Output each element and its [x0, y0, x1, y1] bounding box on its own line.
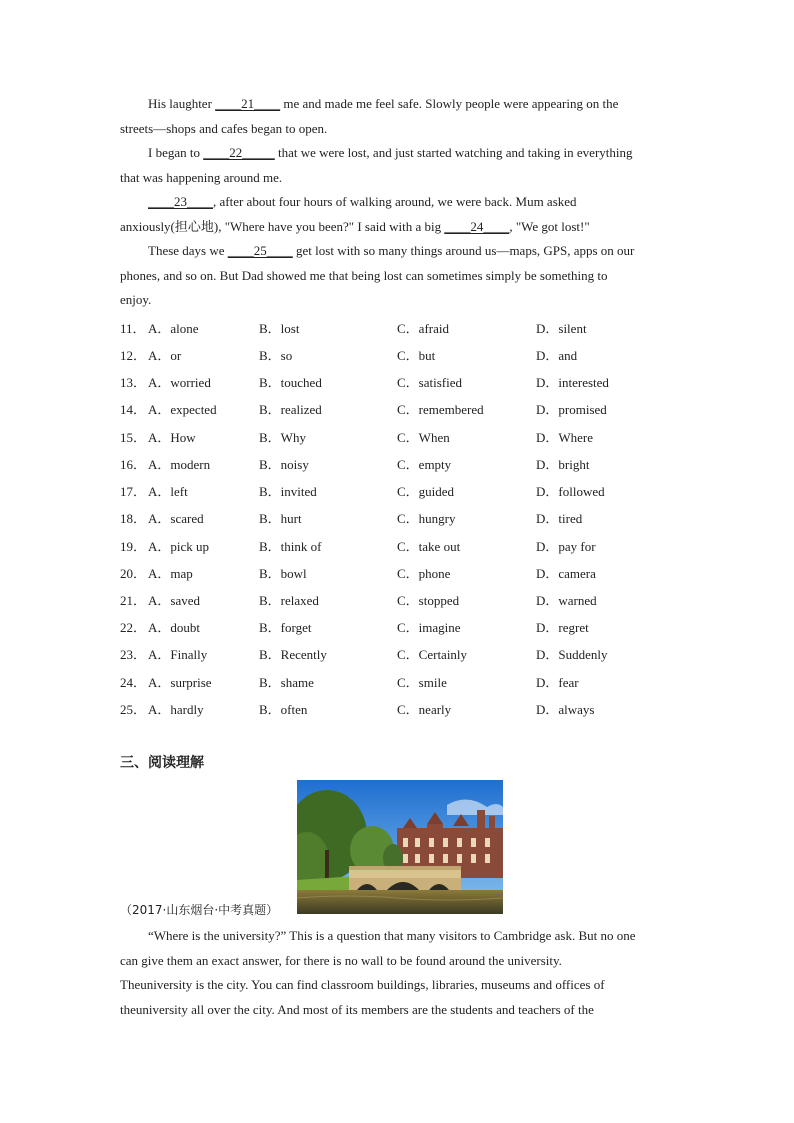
option-d: D．tired: [536, 511, 583, 526]
question-number: 18．: [120, 511, 147, 526]
option-b: B．relaxed: [259, 593, 319, 608]
source-note: （2017·山东烟台·中考真题）: [120, 903, 279, 917]
blank-24: ____24____: [444, 218, 510, 234]
option-c: C．When: [397, 430, 450, 445]
option-b: B．touched: [259, 375, 322, 390]
option-a: A．map: [148, 566, 193, 581]
option-d: D．always: [536, 702, 595, 717]
option-b: B．noisy: [259, 457, 309, 472]
passage-line: enjoy.: [120, 292, 152, 307]
option-a: A．hardly: [148, 702, 204, 717]
option-d: D．camera: [536, 566, 596, 581]
option-b: B．realized: [259, 402, 322, 417]
passage-line: I began to ____22_____ that we were lost, and just started watching and taking in everything: [148, 145, 633, 160]
question-row: [120, 536, 680, 556]
question-row: [120, 699, 680, 719]
option-a: A．pick up: [148, 539, 210, 554]
section-title: 三、阅读理解: [120, 755, 204, 771]
question-row: [120, 508, 680, 528]
question-row: [120, 644, 680, 664]
option-c: C．imagine: [397, 620, 461, 635]
question-number: 22．: [120, 620, 147, 635]
option-c: C．hungry: [397, 511, 456, 526]
option-b: B．so: [259, 348, 293, 363]
option-c: C．afraid: [397, 321, 449, 336]
option-b: B．think of: [259, 539, 322, 554]
option-c: C．phone: [397, 566, 451, 581]
option-c: C．satisfied: [397, 375, 462, 390]
passage-line: can give them an exact answer, for there is no wall to be found around the university.: [120, 952, 562, 968]
passage-line: anxiously(担心地), "Where have you been?" I said with a big ____24____, "We got lost!": [120, 218, 590, 234]
question-number: 12．: [120, 348, 147, 363]
question-number: 21．: [120, 593, 147, 608]
option-a: A．expected: [148, 402, 217, 417]
option-c: C．but: [397, 348, 436, 363]
passage-line: His laughter ____21____ me and made me feel safe. Slowly people were appearing on the: [148, 96, 619, 111]
blank-25: ____25____: [227, 243, 293, 258]
option-a: A．doubt: [148, 620, 201, 635]
option-d: D．Where: [536, 430, 594, 445]
question-number: 13．: [120, 375, 147, 390]
option-c: C．stopped: [397, 593, 460, 608]
option-a: A．modern: [148, 457, 211, 472]
option-a: A．scared: [148, 511, 204, 526]
option-b: B．shame: [259, 675, 314, 690]
option-d: D．interested: [536, 375, 609, 390]
question-row: [120, 399, 680, 419]
question-row: [120, 372, 680, 392]
option-d: D．promised: [536, 402, 607, 417]
question-number: 14．: [120, 402, 147, 417]
cloze-passage: [120, 92, 680, 313]
question-number: 19．: [120, 539, 147, 554]
option-a: A．worried: [148, 375, 211, 390]
passage-line: These days we ____25____ get lost with so many things around us—maps, GPS, apps on our: [148, 243, 635, 258]
option-b: B．often: [259, 702, 308, 717]
question-number: 17．: [120, 484, 147, 499]
option-d: D．followed: [536, 484, 605, 499]
question-row: [120, 590, 680, 610]
option-c: C．empty: [397, 457, 452, 472]
passage-line: streets—shops and cafes began to open.: [120, 120, 328, 136]
question-number: 16．: [120, 457, 147, 472]
question-row: [120, 345, 680, 365]
option-a: A．How: [148, 430, 196, 445]
question-row: [120, 563, 680, 583]
blank-21: ____21____: [215, 96, 281, 111]
question-number: 24．: [120, 675, 147, 690]
cambridge-bridge-photo: [297, 780, 503, 914]
passage-line: “Where is the university?” This is a question that many visitors to Cambridge ask. But no one: [148, 928, 636, 943]
option-d: D．bright: [536, 457, 590, 472]
blank-22: ____22_____: [203, 145, 275, 160]
option-d: D．and: [536, 348, 578, 363]
option-b: B．invited: [259, 484, 317, 499]
passage-line: ____23____, after about four hours of walking around, we were back. Mum asked: [148, 194, 577, 209]
option-c: C．Certainly: [397, 647, 468, 662]
reading-passage: [120, 924, 680, 1022]
option-b: B．forget: [259, 620, 312, 635]
option-b: B．Why: [259, 430, 306, 445]
question-number: 25．: [120, 702, 147, 717]
option-b: B．lost: [259, 321, 300, 336]
option-d: D．warned: [536, 593, 597, 608]
option-b: B．hurt: [259, 511, 302, 526]
option-c: C．nearly: [397, 702, 452, 717]
option-a: A．Finally: [148, 647, 208, 662]
option-c: C．remembered: [397, 402, 484, 417]
option-a: A．left: [148, 484, 188, 499]
blank-23: ____23____: [148, 194, 213, 209]
option-d: D．Suddenly: [536, 647, 608, 662]
option-c: C．smile: [397, 675, 447, 690]
question-row: [120, 454, 680, 474]
option-a: A．or: [148, 348, 182, 363]
question-number: 11．: [120, 321, 146, 336]
option-b: B．Recently: [259, 647, 327, 662]
question-number: 20．: [120, 566, 147, 581]
question-row: [120, 617, 680, 637]
option-d: D．pay for: [536, 539, 596, 554]
question-row: [120, 318, 680, 338]
option-a: A．surprise: [148, 675, 212, 690]
option-c: C．take out: [397, 539, 461, 554]
option-d: D．regret: [536, 620, 589, 635]
option-a: A．alone: [148, 321, 199, 336]
question-number: 15．: [120, 430, 147, 445]
question-row: [120, 427, 680, 447]
option-d: D．fear: [536, 675, 579, 690]
passage-line: that was happening around me.: [120, 169, 283, 185]
option-b: B．bowl: [259, 566, 307, 581]
question-number: 23．: [120, 647, 147, 662]
passage-line: phones, and so on. But Dad showed me that being lost can sometimes simply be something to: [120, 267, 608, 283]
question-row: [120, 481, 680, 501]
passage-line: Theuniversity is the city. You can find classroom buildings, libraries, museums and offices of: [120, 977, 605, 992]
passage-line: theuniversity all over the city. And most of its members are the students and teachers of the: [120, 1001, 594, 1017]
option-c: C．guided: [397, 484, 455, 499]
question-row: [120, 672, 680, 692]
option-a: A．saved: [148, 593, 200, 608]
option-d: D．silent: [536, 321, 587, 336]
